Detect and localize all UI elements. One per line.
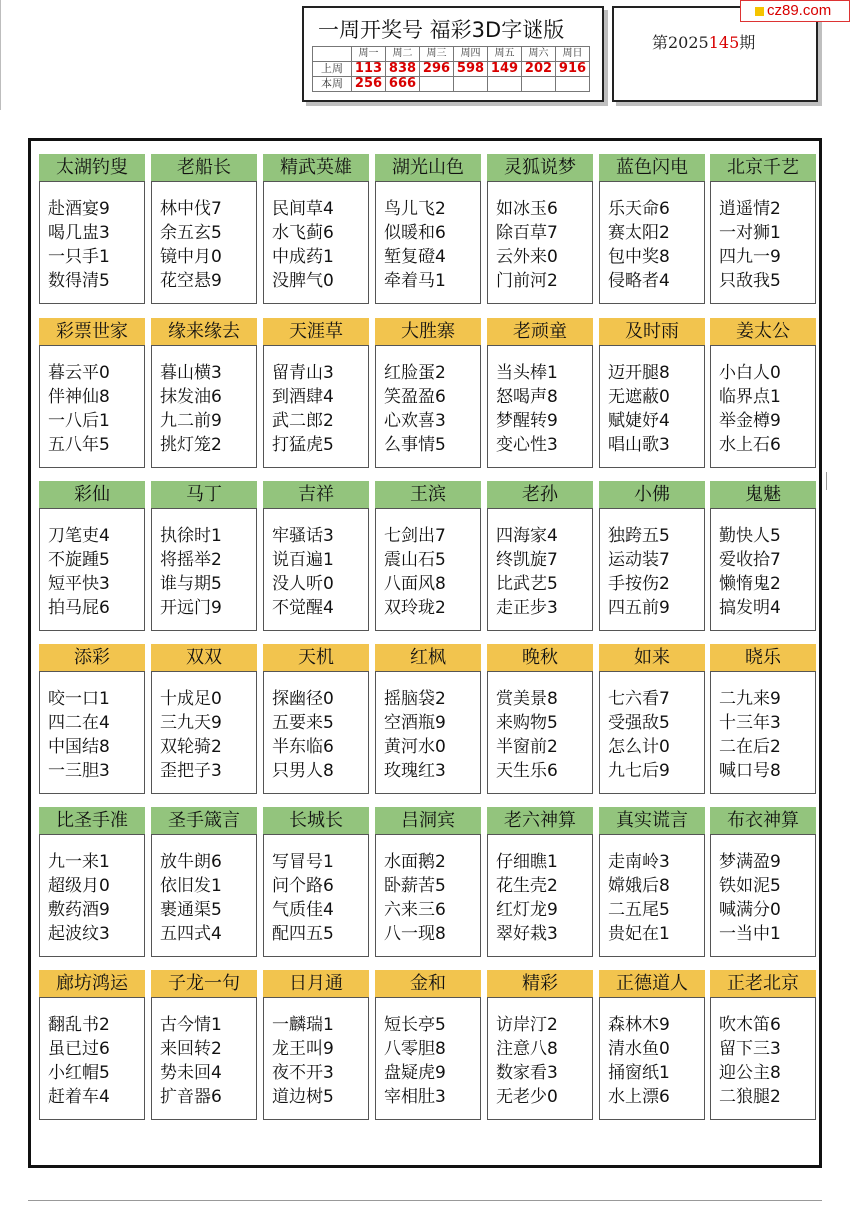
riddle-line: 搞发明4	[719, 598, 781, 618]
riddle-line: 探幽径0	[272, 689, 334, 709]
author-name: 老船长	[151, 154, 257, 182]
riddle-line: 云外来0	[496, 247, 558, 267]
last-week-label: 上周	[313, 62, 352, 77]
riddle-line: 一八后1	[48, 411, 110, 431]
riddle-line: 清水鱼0	[608, 1039, 670, 1059]
author-name: 精武英雄	[263, 154, 369, 182]
riddle-line: 怒喝声8	[496, 387, 558, 407]
riddle-line: 卧薪苦5	[384, 876, 446, 896]
riddle-line: 七剑出7	[384, 526, 446, 546]
riddle-line: 小白人0	[719, 363, 781, 383]
draw-number: 149	[488, 62, 522, 77]
riddle-line: 镜中月0	[160, 247, 222, 267]
puzzle-grid	[28, 138, 822, 1168]
riddle-line: 没人听0	[272, 574, 334, 594]
riddle-line: 笑盈盈6	[384, 387, 446, 407]
riddle-line: 盘疑虎9	[384, 1063, 446, 1083]
riddle-line: 捅窗纸1	[608, 1063, 670, 1083]
author-name: 子龙一句	[151, 970, 257, 998]
riddle-line: 小红帽5	[48, 1063, 110, 1083]
riddle-line: 数得清5	[48, 271, 110, 291]
draw-number	[454, 77, 488, 92]
riddle-line: 水面鹅2	[384, 852, 446, 872]
riddle-line: 四海家4	[496, 526, 558, 546]
riddle-line: 只敌我5	[719, 271, 781, 291]
puzzle-cell	[151, 970, 257, 1120]
puzzle-cell	[263, 318, 369, 468]
riddle-line: 挑灯笼2	[160, 435, 222, 455]
author-name: 蓝色闪电	[599, 154, 705, 182]
puzzle-cell	[151, 481, 257, 631]
puzzle-cell	[599, 154, 705, 304]
author-name: 彩仙	[39, 481, 145, 509]
author-name: 大胜寨	[375, 318, 481, 346]
author-name: 北京千艺	[710, 154, 816, 182]
riddle-line: 夜不开3	[272, 1063, 334, 1083]
author-name: 比圣手准	[39, 807, 145, 835]
author-name: 老孙	[487, 481, 593, 509]
riddle-line: 如冰玉6	[496, 199, 558, 219]
riddle-line: 森林木9	[608, 1015, 670, 1035]
riddle-line: 余五玄5	[160, 223, 222, 243]
riddle-line: 来购物5	[496, 713, 558, 733]
author-name: 晚秋	[487, 644, 593, 672]
puzzle-cell	[263, 970, 369, 1120]
author-name: 老顽童	[487, 318, 593, 346]
riddle-line: 爱收拾7	[719, 550, 781, 570]
riddle-line: 龙王叫9	[272, 1039, 334, 1059]
draw-number: 666	[386, 77, 420, 92]
riddle-line: 伴神仙8	[48, 387, 110, 407]
riddle-line: 摇脑袋2	[384, 689, 446, 709]
puzzle-cell	[599, 644, 705, 794]
riddle-line: 迈开腿8	[608, 363, 670, 383]
puzzle-cell	[39, 318, 145, 468]
riddle-line: 暮山横3	[160, 363, 222, 383]
riddle-line: 受强敌5	[608, 713, 670, 733]
riddle-line: 将摇举2	[160, 550, 222, 570]
riddle-line: 扩音器6	[160, 1087, 222, 1107]
riddle-line: 震山石5	[384, 550, 446, 570]
riddle-line: 不觉醒4	[272, 598, 334, 618]
riddle-line: 黄河水0	[384, 737, 446, 757]
riddle-line: 说百遍1	[272, 550, 334, 570]
puzzle-cell	[487, 807, 593, 957]
riddle-line: 十成足0	[160, 689, 222, 709]
riddle-line: 九二前9	[160, 411, 222, 431]
riddle-line: 配四五5	[272, 924, 334, 944]
issue-number-highlight: 145	[708, 33, 740, 52]
riddle-line: 数家看3	[496, 1063, 558, 1083]
riddle-line: 堑复磴4	[384, 247, 446, 267]
riddle-line: 变心性3	[496, 435, 558, 455]
puzzle-cell	[151, 807, 257, 957]
riddle-line: 写冒号1	[272, 852, 334, 872]
day-label: 周一	[352, 47, 386, 62]
puzzle-cell	[710, 970, 816, 1120]
puzzle-cell	[375, 807, 481, 957]
riddle-line: 嫦娥后8	[608, 876, 670, 896]
riddle-line: 仔细瞧1	[496, 852, 558, 872]
riddle-line: 翠好栽3	[496, 924, 558, 944]
riddle-line: 举金樽9	[719, 411, 781, 431]
riddle-line: 红脸蛋2	[384, 363, 446, 383]
issue-prefix: 第2025	[652, 33, 709, 52]
author-name: 彩票世家	[39, 318, 145, 346]
riddle-line: 一三胆3	[48, 761, 110, 781]
riddle-line: 梦醒转9	[496, 411, 558, 431]
riddle-line: 来回转2	[160, 1039, 222, 1059]
riddle-line: 一只手1	[48, 247, 110, 267]
riddle-line: 花生壳2	[496, 876, 558, 896]
riddle-line: 双玲珑2	[384, 598, 446, 618]
author-name: 日月通	[263, 970, 369, 998]
riddle-line: 走正步3	[496, 598, 558, 618]
issue-number	[652, 30, 755, 53]
riddle-line: 终凯旋7	[496, 550, 558, 570]
riddle-line: 民间草4	[272, 199, 334, 219]
riddle-line: 鸟儿飞2	[384, 199, 446, 219]
watermark-square-icon	[755, 7, 764, 16]
puzzle-cell	[375, 318, 481, 468]
riddle-line: 双轮骑2	[160, 737, 222, 757]
puzzle-cell	[599, 807, 705, 957]
puzzle-cell	[487, 154, 593, 304]
riddle-line: 逍遥情2	[719, 199, 781, 219]
puzzle-cell	[151, 318, 257, 468]
watermark-text: cz89.com	[767, 2, 832, 19]
riddle-line: 唱山歌3	[608, 435, 670, 455]
riddle-line: 半东临6	[272, 737, 334, 757]
riddle-line: 二狼腿2	[719, 1087, 781, 1107]
riddle-line: 水上石6	[719, 435, 781, 455]
riddle-line: 短长亭5	[384, 1015, 446, 1035]
author-name: 添彩	[39, 644, 145, 672]
riddle-line: 懒惰鬼2	[719, 574, 781, 594]
riddle-line: 放牛朗6	[160, 852, 222, 872]
riddle-line: 水飞蓟6	[272, 223, 334, 243]
riddle-line: 打猛虎5	[272, 435, 334, 455]
puzzle-cell	[599, 318, 705, 468]
riddle-line: 虽已过6	[48, 1039, 110, 1059]
riddle-line: 无老少0	[496, 1087, 558, 1107]
author-name: 真实谎言	[599, 807, 705, 835]
riddle-line: 气质佳4	[272, 900, 334, 920]
riddle-line: 牵着马1	[384, 271, 446, 291]
riddle-line: 十三年3	[719, 713, 781, 733]
author-name: 缘来缘去	[151, 318, 257, 346]
puzzle-cell	[375, 970, 481, 1120]
riddle-line: 短平快3	[48, 574, 110, 594]
riddle-line: 宰相肚3	[384, 1087, 446, 1107]
puzzle-cell	[599, 970, 705, 1120]
riddle-line: 一麟瑞1	[272, 1015, 334, 1035]
riddle-line: 谁与期5	[160, 574, 222, 594]
day-label: 周四	[454, 47, 488, 62]
author-name: 及时雨	[599, 318, 705, 346]
riddle-line: 花空悬9	[160, 271, 222, 291]
riddle-line: 八零胆8	[384, 1039, 446, 1059]
author-name: 灵狐说梦	[487, 154, 593, 182]
author-name: 王滨	[375, 481, 481, 509]
riddle-line: 翻乱书2	[48, 1015, 110, 1035]
riddle-line: 问个路6	[272, 876, 334, 896]
riddle-line: 四九一9	[719, 247, 781, 267]
bottom-divider	[28, 1200, 822, 1201]
riddle-line: 红灯龙9	[496, 900, 558, 920]
puzzle-cell	[487, 970, 593, 1120]
author-name: 圣手箴言	[151, 807, 257, 835]
header-title: 一周开奖号 福彩3D字谜版	[318, 18, 565, 42]
puzzle-cell	[710, 481, 816, 631]
riddle-line: 林中伐7	[160, 199, 222, 219]
author-name: 如来	[599, 644, 705, 672]
riddle-line: 赴酒宴9	[48, 199, 110, 219]
riddle-line: 一当中1	[719, 924, 781, 944]
riddle-line: 天生乐6	[496, 761, 558, 781]
riddle-line: 注意八8	[496, 1039, 558, 1059]
riddle-line: 八面风8	[384, 574, 446, 594]
puzzle-cell	[263, 154, 369, 304]
riddle-line: 心欢喜3	[384, 411, 446, 431]
author-name: 廊坊鸿运	[39, 970, 145, 998]
riddle-line: 暮云平0	[48, 363, 110, 383]
puzzle-cell	[710, 807, 816, 957]
riddle-line: 侵略者4	[608, 271, 670, 291]
riddle-line: 运动装7	[608, 550, 670, 570]
puzzle-cell	[39, 970, 145, 1120]
author-name: 太湖钓叟	[39, 154, 145, 182]
riddle-line: 当头棒1	[496, 363, 558, 383]
riddle-line: 赏美景8	[496, 689, 558, 709]
riddle-line: 咬一口1	[48, 689, 110, 709]
riddle-line: 拍马屁6	[48, 598, 110, 618]
riddle-line: 抹发油6	[160, 387, 222, 407]
puzzle-cell	[39, 807, 145, 957]
riddle-line: 依旧发1	[160, 876, 222, 896]
riddle-line: 八一现8	[384, 924, 446, 944]
puzzle-cell	[263, 481, 369, 631]
riddle-line: 访岸汀2	[496, 1015, 558, 1035]
riddle-line: 乐天命6	[608, 199, 670, 219]
riddle-line: 手按伤2	[608, 574, 670, 594]
draw-number	[522, 77, 556, 92]
puzzle-cell	[487, 644, 593, 794]
riddle-line: 一对狮1	[719, 223, 781, 243]
riddle-line: 七六看7	[608, 689, 670, 709]
riddle-line: 歪把子3	[160, 761, 222, 781]
issue-suffix: 期	[739, 33, 756, 52]
riddle-line: 留青山3	[272, 363, 334, 383]
author-name: 鬼魅	[710, 481, 816, 509]
puzzle-cell	[375, 644, 481, 794]
riddle-line: 喝几盅3	[48, 223, 110, 243]
riddle-line: 赶着车4	[48, 1087, 110, 1107]
author-name: 晓乐	[710, 644, 816, 672]
this-week-row	[313, 77, 590, 92]
riddle-line: 六来三6	[384, 900, 446, 920]
weekly-results-table	[312, 46, 590, 92]
author-name: 布衣神算	[710, 807, 816, 835]
day-label: 周六	[522, 47, 556, 62]
author-name: 金和	[375, 970, 481, 998]
day-label: 周日	[556, 47, 590, 62]
right-edge-tick	[826, 472, 827, 490]
riddle-line: 没脾气0	[272, 271, 334, 291]
last-week-row	[313, 62, 590, 77]
days-row	[313, 47, 590, 62]
draw-number: 113	[352, 62, 386, 77]
riddle-line: 走南岭3	[608, 852, 670, 872]
riddle-line: 似暖和6	[384, 223, 446, 243]
riddle-line: 五八年5	[48, 435, 110, 455]
riddle-line: 勤快人5	[719, 526, 781, 546]
riddle-line: 五四式4	[160, 924, 222, 944]
riddle-line: 牢骚话3	[272, 526, 334, 546]
riddle-line: 无遮蔽0	[608, 387, 670, 407]
riddle-line: 独跨五5	[608, 526, 670, 546]
riddle-line: 喊口号8	[719, 761, 781, 781]
riddle-line: 三九天9	[160, 713, 222, 733]
riddle-line: 半窗前2	[496, 737, 558, 757]
riddle-line: 临界点1	[719, 387, 781, 407]
puzzle-cell	[375, 154, 481, 304]
weekly-results-box	[302, 6, 604, 102]
puzzle-cell	[39, 154, 145, 304]
draw-number	[488, 77, 522, 92]
puzzle-cell	[710, 644, 816, 794]
riddle-line: 中国结8	[48, 737, 110, 757]
draw-number: 202	[522, 62, 556, 77]
riddle-line: 赛太阳2	[608, 223, 670, 243]
riddle-line: 梦满盈9	[719, 852, 781, 872]
author-name: 马丁	[151, 481, 257, 509]
puzzle-cell	[487, 318, 593, 468]
riddle-line: 比武艺5	[496, 574, 558, 594]
riddle-line: 铁如泥5	[719, 876, 781, 896]
riddle-line: 四五前9	[608, 598, 670, 618]
author-name: 天涯草	[263, 318, 369, 346]
draw-number: 598	[454, 62, 488, 77]
puzzle-cell	[39, 644, 145, 794]
this-week-label: 本周	[313, 77, 352, 92]
puzzle-cell	[710, 318, 816, 468]
author-name: 姜太公	[710, 318, 816, 346]
draw-number: 838	[386, 62, 420, 77]
author-name: 红枫	[375, 644, 481, 672]
riddle-line: 中成药1	[272, 247, 334, 267]
riddle-line: 古今情1	[160, 1015, 222, 1035]
riddle-line: 势未回4	[160, 1063, 222, 1083]
riddle-line: 二九来9	[719, 689, 781, 709]
riddle-line: 四二在4	[48, 713, 110, 733]
riddle-line: 裹通渠5	[160, 900, 222, 920]
puzzle-cell	[487, 481, 593, 631]
riddle-line: 除百草7	[496, 223, 558, 243]
puzzle-cell	[39, 481, 145, 631]
riddle-line: 九一来1	[48, 852, 110, 872]
draw-number	[556, 77, 590, 92]
riddle-line: 么事情5	[384, 435, 446, 455]
site-watermark	[740, 0, 850, 22]
day-label: 周五	[488, 47, 522, 62]
draw-number	[420, 77, 454, 92]
day-label: 周三	[420, 47, 454, 62]
author-name: 正老北京	[710, 970, 816, 998]
draw-number: 256	[352, 77, 386, 92]
author-name: 正德道人	[599, 970, 705, 998]
riddle-line: 只男人8	[272, 761, 334, 781]
riddle-line: 执徐时1	[160, 526, 222, 546]
day-label: 周二	[386, 47, 420, 62]
riddle-line: 迎公主8	[719, 1063, 781, 1083]
riddle-line: 水上漂6	[608, 1087, 670, 1107]
riddle-line: 开远门9	[160, 598, 222, 618]
riddle-line: 超级月0	[48, 876, 110, 896]
puzzle-cell	[151, 154, 257, 304]
author-name: 湖光山色	[375, 154, 481, 182]
author-name: 小佛	[599, 481, 705, 509]
riddle-line: 留下三3	[719, 1039, 781, 1059]
riddle-line: 赋婕妤4	[608, 411, 670, 431]
riddle-line: 吹木笛6	[719, 1015, 781, 1035]
puzzle-cell	[375, 481, 481, 631]
riddle-line: 空酒瓶9	[384, 713, 446, 733]
riddle-line: 喊满分0	[719, 900, 781, 920]
riddle-line: 二五尾5	[608, 900, 670, 920]
puzzle-cell	[263, 644, 369, 794]
author-name: 精彩	[487, 970, 593, 998]
riddle-line: 起波纹3	[48, 924, 110, 944]
riddle-line: 玫瑰红3	[384, 761, 446, 781]
riddle-line: 敷药酒9	[48, 900, 110, 920]
riddle-line: 贵妃在1	[608, 924, 670, 944]
author-name: 双双	[151, 644, 257, 672]
puzzle-cell	[599, 481, 705, 631]
riddle-line: 道边树5	[272, 1087, 334, 1107]
riddle-line: 刀笔吏4	[48, 526, 110, 546]
author-name: 吕洞宾	[375, 807, 481, 835]
author-name: 吉祥	[263, 481, 369, 509]
puzzle-cell	[263, 807, 369, 957]
riddle-line: 五要来5	[272, 713, 334, 733]
author-name: 老六神算	[487, 807, 593, 835]
riddle-line: 九七后9	[608, 761, 670, 781]
riddle-line: 二在后2	[719, 737, 781, 757]
left-edge-line	[0, 0, 1, 110]
puzzle-cell	[151, 644, 257, 794]
riddle-line: 怎么计0	[608, 737, 670, 757]
riddle-line: 不旋踵5	[48, 550, 110, 570]
riddle-line: 到酒肆4	[272, 387, 334, 407]
riddle-line: 门前河2	[496, 271, 558, 291]
corner-cell	[313, 47, 352, 62]
author-name: 长城长	[263, 807, 369, 835]
author-name: 天机	[263, 644, 369, 672]
riddle-line: 武二郎2	[272, 411, 334, 431]
puzzle-cell	[710, 154, 816, 304]
draw-number: 296	[420, 62, 454, 77]
draw-number: 916	[556, 62, 590, 77]
riddle-line: 包中奖8	[608, 247, 670, 267]
